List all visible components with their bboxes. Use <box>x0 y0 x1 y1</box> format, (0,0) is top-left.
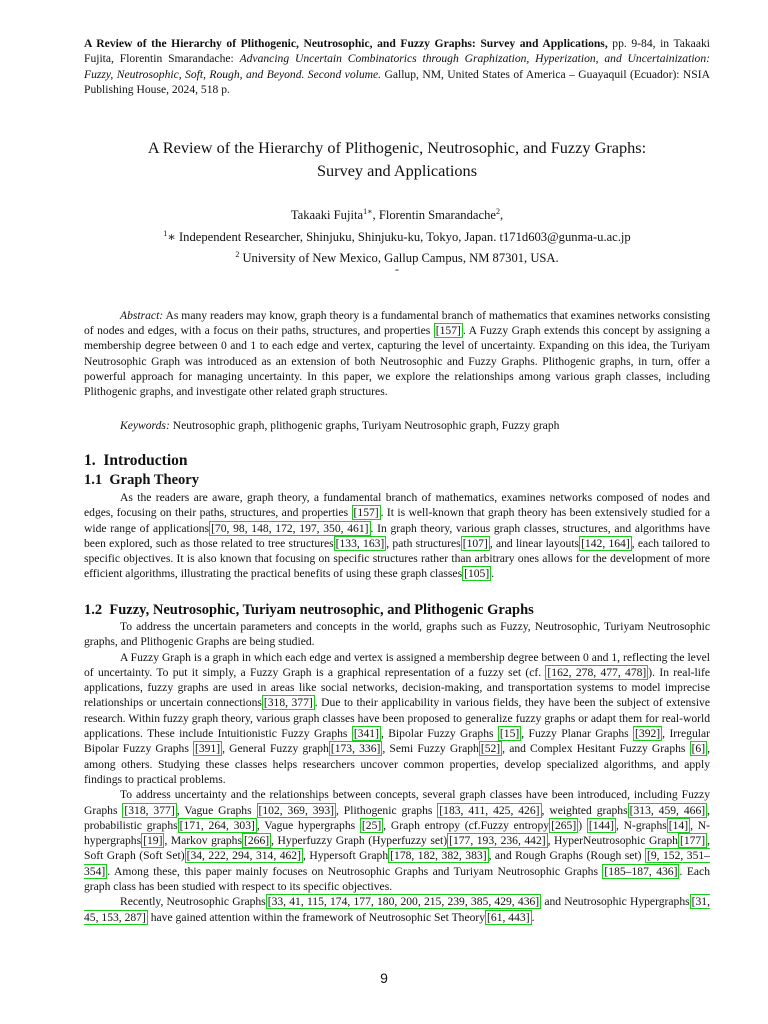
paper-title-line-2: Survey and Applications <box>316 161 478 180</box>
citation-book: Advancing Uncertain Combinatorics through Graphization, Hyperization, and Uncertainization: Fuzzy, Neutrosophic, Soft, Rough, and Beyond. Second volume. <box>84 52 710 81</box>
section-number: 1. <box>84 452 96 469</box>
section-title: Introduction <box>103 452 188 469</box>
paper-title-line-1: A Review of the Hierarchy of Plithogenic, Neutrosophic, and Fuzzy Graphs: <box>147 138 647 157</box>
citation-link[interactable]: [177, 193, 236, 442] <box>449 834 546 848</box>
citation-link[interactable]: [318, 377] <box>263 696 313 710</box>
abstract-text: . A Fuzzy Graph extends this concept by assigning a membership degree between 0 and 1 to each edge and vertex, capturing the level of uncertainty. Expanding on this idea, the Turiyam Neutrosophic Graph was introduced as an extension of both Neutrosophic and Fuzzy Graphs. Plithogenic graphs, in turn, offer a powerful approach for managing uncertainty. In this paper, we explore the relationships among various graph classes, including Plithogenic graphs, and investigate other related graph structures. <box>84 324 711 399</box>
paragraph-text: ). In real-life applications, fuzzy graphs are used in areas like social networks, decision-making, and transportation systems to model imprecise relationships or uncertain connections <box>84 665 710 710</box>
citation-link[interactable]: [392] <box>635 727 661 741</box>
citation-link[interactable]: [313, 459, 466] <box>629 803 706 817</box>
subsection-title: Graph Theory <box>109 472 199 488</box>
paragraph-text: , Hyperfuzzy Graph (Hyperfuzzy set) <box>271 834 448 848</box>
section-1-2-body <box>84 619 710 925</box>
subsection-heading-graph-theory <box>84 471 710 489</box>
paragraph-text: , weighted graphs <box>541 803 628 817</box>
citation-link[interactable]: [265] <box>551 818 577 832</box>
paragraph-text: , and Complex Hesitant Fuzzy Graphs <box>502 742 690 756</box>
paragraph-text: , Soft Graph (Soft Set) <box>84 834 710 863</box>
paragraph-graph-theory <box>84 490 710 582</box>
citation-link[interactable]: [25] <box>361 818 382 832</box>
paragraph-text: and Neutrosophic Hypergraphs <box>541 895 690 909</box>
paragraph-text: , Markov graphs <box>164 834 242 848</box>
paragraph-text: , HyperNeutrosophic Graph <box>547 834 678 848</box>
citation-link[interactable]: [391] <box>195 742 221 756</box>
paragraph-text: , Vague hypergraphs <box>256 818 360 832</box>
paragraph-text: , and Rough Graphs (Rough set) <box>488 849 645 863</box>
citation-link[interactable]: [177] <box>679 834 706 848</box>
subsection-title: Fuzzy, Neutrosophic, Turiyam neutrosophic, and Plithogenic Graphs <box>109 602 534 618</box>
subsection-heading-uncertain-graphs <box>84 601 710 619</box>
paragraph-text: A Fuzzy Graph is a graph in which each edge and vertex is assigned a membership degree between 0 and 1, reflecting the level of uncertainty. To put it simply, a Fuzzy Graph is a graphical representation of a fuzzy set (cf. <box>84 650 710 679</box>
citation-link[interactable]: [133, 163] <box>335 536 385 550</box>
abstract <box>84 308 710 399</box>
paragraph-text: , General Fuzzy graph <box>222 742 329 756</box>
paragraph-text: To address uncertainty and the relationships between concepts, several graph classes have been introduced, including Fuzzy Graphs <box>84 788 710 817</box>
paragraph-text: have gained attention within the framework of Neutrosophic Set Theory <box>147 910 486 924</box>
paragraph-text: . Due to their applicability in various fields, they have been the subject of extensive research. Within fuzzy graph theory, various graph classes have been proposed to generalize fuzzy graphs or adapt them for real-world applications. These include Intuitionistic Fuzzy Graphs <box>84 696 710 741</box>
subsection-number: 1.2 <box>84 602 103 618</box>
citation-link[interactable]: [162, 278, 477, 478] <box>547 665 647 679</box>
author-end: , <box>499 208 504 223</box>
citation-link[interactable]: [102, 369, 393] <box>258 803 334 817</box>
citation-publisher: Gallup, NM, United States of America – Guayaquil (Ecuador): NSIA Publishing House, 2024, 518 p. <box>84 67 710 96</box>
citation-link[interactable]: [9, 152, 351–354] <box>84 849 710 878</box>
citation-link[interactable]: [33, 41, 115, 174, 177, 180, 200, 215, 239, 385, 429, 436] <box>267 895 540 909</box>
paragraph-neutrosophic <box>84 894 710 925</box>
aff1-star: ∗ <box>167 229 176 244</box>
citation-link[interactable]: [6] <box>691 742 706 756</box>
citation-link[interactable]: [31, 45, 153, 287] <box>84 895 710 924</box>
author-1: Takaaki Fujita <box>290 208 364 223</box>
author-2: Florentin Smarandache <box>378 208 496 223</box>
paragraph-text: , among others. Studying these classes helps researchers uncover common properties, develop specialized algorithms, and apply findings to practical problems. <box>84 742 710 786</box>
paragraph-text: , N-hypergraphs <box>84 818 710 848</box>
citation-title: A Review of the Hierarchy of Plithogenic, Neutrosophic, and Fuzzy Graphs: Survey and Applications, <box>84 37 608 50</box>
paragraph-text: , Bipolar Fuzzy Graphs <box>380 727 498 741</box>
citation-link[interactable]: [266] <box>243 834 270 848</box>
paragraph-text: . In graph theory, various graph classes, structures, and algorithms have been explored, such as those related to tree structures <box>84 521 710 550</box>
citation-header <box>84 36 710 97</box>
aff2-text: University of New Mexico, Gallup Campus, NM 87301, USA. <box>239 251 559 266</box>
separator-dash: - <box>395 262 399 276</box>
paragraph-text: , Vague Graphs <box>176 803 257 817</box>
paragraph-text: , probabilistic graphs <box>84 803 711 832</box>
paragraph-text: , path structures <box>386 536 461 550</box>
paragraph-text: , Semi Fuzzy Graph <box>382 742 479 756</box>
citation-link[interactable]: [318, 377] <box>124 803 175 817</box>
paragraph-text: As the readers are aware, graph theory, a fundamental branch of mathematics, examines networks composed of nodes and edges, focusing on their paths, structures, and properties <box>84 491 710 520</box>
citation-link[interactable]: [70, 98, 148, 172, 197, 350, 461] <box>211 521 369 535</box>
affiliation-1 <box>84 225 710 247</box>
citation-link[interactable]: [14] <box>668 818 689 832</box>
paragraph-text: Recently, Neutrosophic Graphs <box>120 895 266 909</box>
paragraph-text: , Fuzzy Planar Graphs <box>521 727 634 741</box>
citation-link[interactable]: [171, 264, 303] <box>179 818 255 832</box>
citation-link[interactable]: [144] <box>588 818 614 832</box>
citation-link[interactable]: [157] <box>353 506 379 520</box>
paragraph-text: , Graph entropy (cf.Fuzzy entropy <box>383 818 550 832</box>
abstract-text: As many readers may know, graph theory is a fundamental branch of mathematics that examines networks consisting of nodes and edges, with a focus on their paths, structures, and properties <box>84 309 710 338</box>
author-1-sup: 1 <box>363 207 368 216</box>
citation-link[interactable]: [52] <box>480 742 501 756</box>
citation-link[interactable]: [178, 182, 382, 383] <box>390 849 487 863</box>
citation-link[interactable]: [107] <box>462 536 488 550</box>
citation-link[interactable]: [183, 411, 425, 426] <box>439 803 540 817</box>
aff1-text: Independent Researcher, Shinjuku, Shinjuku-ku, Tokyo, Japan. t171d603@gunma-u.ac.jp <box>175 229 631 244</box>
subsection-number: 1.1 <box>84 472 103 488</box>
keywords <box>84 418 710 433</box>
section-heading-introduction <box>84 451 710 471</box>
author-names <box>84 203 710 225</box>
keywords-text: Neutrosophic graph, plithogenic graphs, Turiyam Neutrosophic graph, Fuzzy graph <box>169 419 560 432</box>
paragraph-graph-classes <box>84 787 710 894</box>
citation-link[interactable]: [61, 443] <box>487 910 530 924</box>
paragraph-intro-uncertain: To address the uncertain parameters and concepts in the world, graphs such as Fuzzy, Neutrosophic, Turiyam Neutrosophic graphs, and Plithogenic Graphs are being studied. <box>84 620 710 649</box>
citation-link[interactable]: [105] <box>464 567 490 581</box>
citation-link[interactable]: [173, 336] <box>330 742 381 756</box>
paragraph-text: . Among these, this paper mainly focuses on Neutrosophic Graphs and Turiyam Neutrosophic Graphs <box>107 864 603 878</box>
paragraph-text: ) <box>578 818 587 832</box>
citation-link[interactable]: [34, 222, 294, 314, 462] <box>186 849 301 863</box>
author-1-star: ∗ <box>367 207 373 216</box>
paragraph-text: , and linear layouts <box>489 536 580 550</box>
citation-link[interactable]: [15] <box>499 727 520 741</box>
aff2-mark: 2 <box>235 250 240 260</box>
paragraph-text: , Irregular Bipolar Fuzzy Graphs <box>84 727 710 756</box>
citation-pages: pp. 9-84, in Takaaki Fujita, Florentin Smarandache: <box>84 37 710 66</box>
page-number: 9 <box>380 970 388 986</box>
citation-link[interactable]: [341] <box>353 727 379 741</box>
paragraph-text: . It is well-known that graph theory has been extensively studied for a wide range of applications <box>84 506 710 535</box>
paper-title <box>84 136 710 182</box>
paragraph-text: . Each graph class has been studied with respect to its specific objectives. <box>84 864 710 894</box>
paragraph-text: . <box>531 910 535 924</box>
author-block <box>84 203 710 268</box>
citation-link[interactable]: [157] <box>435 324 461 338</box>
citation-link[interactable]: [142, 164] <box>581 536 630 550</box>
citation-link[interactable]: [185–187, 436] <box>604 864 678 878</box>
paragraph-text: , Plithogenic graphs <box>336 803 438 817</box>
author-sep: , <box>372 208 379 223</box>
paragraph-text: . <box>491 567 495 581</box>
paragraph-text: , each tailored to specific objectives. It is also known that focusing on specific structures rather than arbitrary ones allows for the development of more efficient algorithms, illustrating the practical benefits of using these graph classes <box>84 536 710 581</box>
abstract-label: Abstract: <box>120 309 164 322</box>
citation-link[interactable]: [19] <box>143 834 163 848</box>
paragraph-text: , Hypersoft Graph <box>302 849 389 863</box>
aff1-mark: 1 <box>163 228 168 238</box>
paragraph-text: , N-graphs <box>615 818 667 832</box>
author-2-sup: 2 <box>495 207 500 216</box>
keywords-label: Keywords: <box>120 419 170 432</box>
paragraph-fuzzy-graph <box>84 650 710 788</box>
